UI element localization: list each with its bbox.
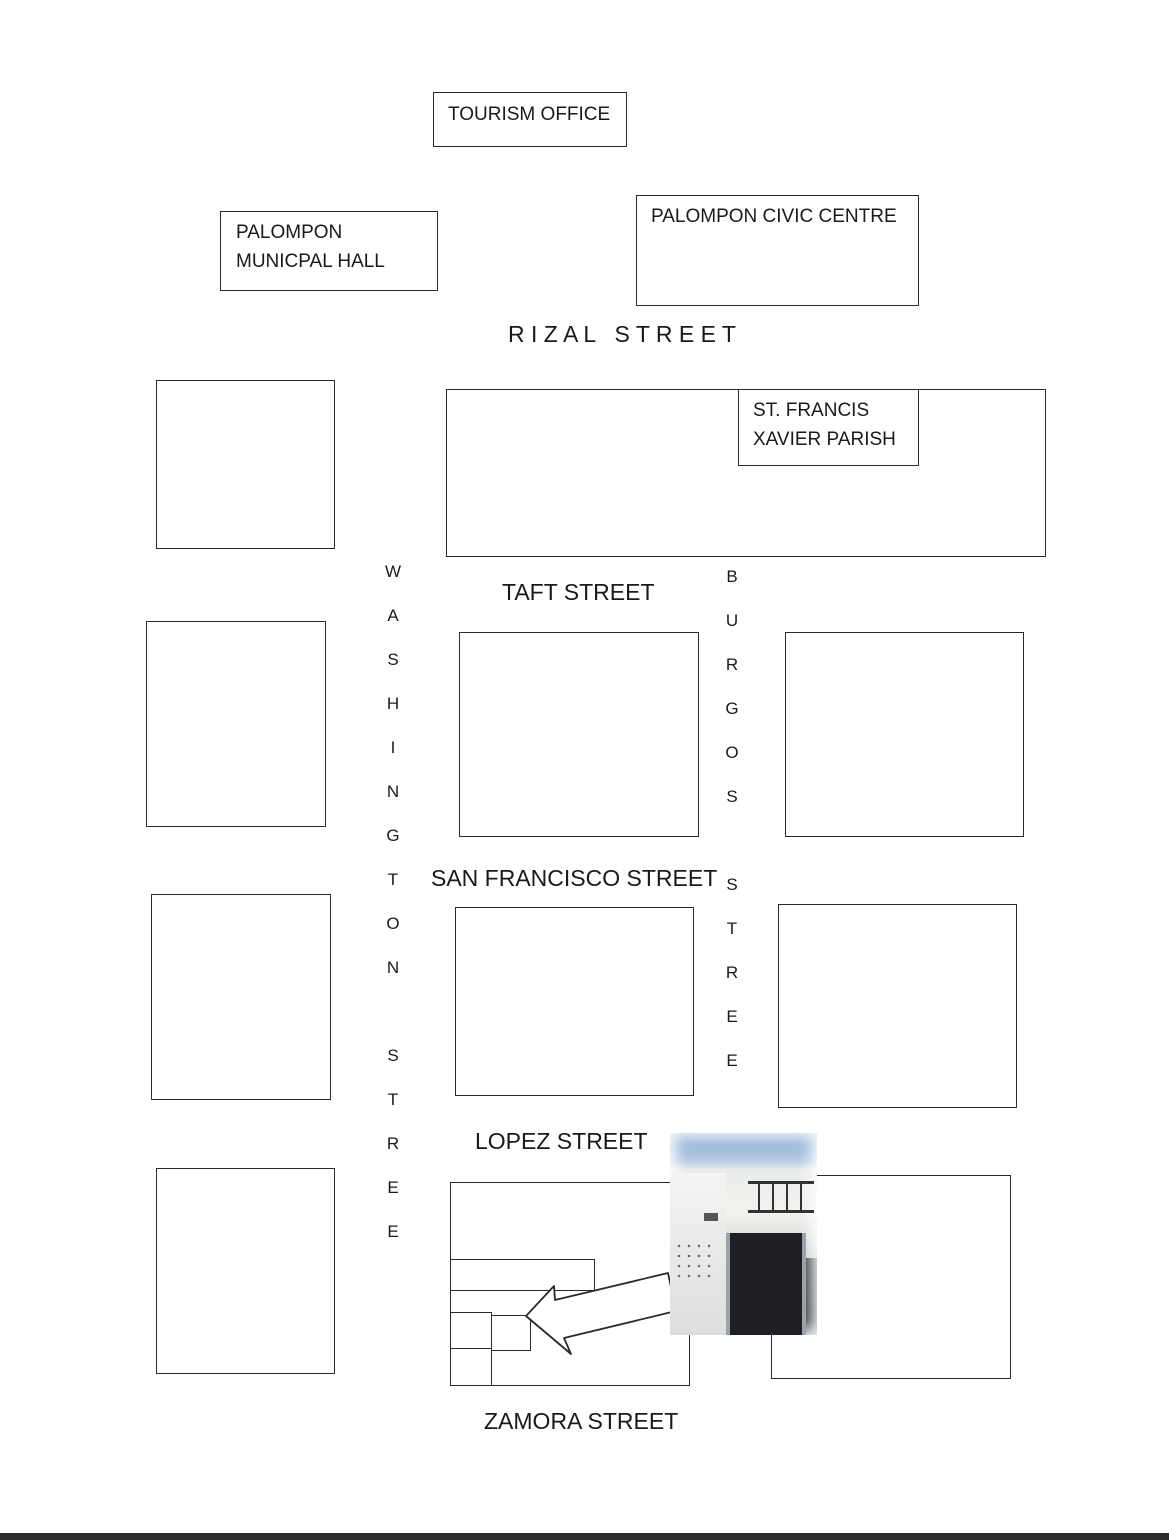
washington-letter: N bbox=[386, 782, 400, 801]
washington-letter: H bbox=[386, 694, 400, 713]
burgos-letter: R bbox=[725, 963, 739, 982]
bottom-edge-bar bbox=[0, 1533, 1169, 1540]
tourism-office-label: TOURISM OFFICE bbox=[448, 104, 611, 125]
civic-centre-label: PALOMPON CIVIC CENTRE bbox=[651, 206, 897, 227]
washington-street-label bbox=[381, 562, 405, 1252]
photo-balcony-rail bbox=[748, 1181, 814, 1213]
burgos-letter: G bbox=[725, 699, 739, 718]
washington-letter: W bbox=[384, 562, 402, 581]
washington-letter: R bbox=[386, 1134, 400, 1153]
block-r1-left bbox=[156, 380, 335, 549]
block-r4-left bbox=[156, 1168, 335, 1374]
photo-lamp bbox=[704, 1213, 718, 1221]
san-francisco-street-label: SAN FRANCISCO STREET bbox=[431, 865, 718, 891]
municipal-hall-label: PALOMPON MUNICPAL HALL bbox=[236, 222, 385, 272]
washington-letter: O bbox=[386, 914, 400, 933]
block-r2-left bbox=[146, 621, 326, 827]
washington-letter: G bbox=[386, 826, 400, 845]
building-room-1 bbox=[450, 1312, 492, 1350]
washington-letter: N bbox=[386, 958, 400, 977]
block-r2-middle bbox=[459, 632, 699, 837]
washington-letter: S bbox=[387, 650, 399, 669]
burgos-letter: B bbox=[726, 567, 738, 586]
block-r3-middle bbox=[455, 907, 694, 1096]
burgos-letter: U bbox=[725, 611, 739, 630]
washington-letter: E bbox=[387, 1178, 399, 1197]
building-room-2 bbox=[450, 1348, 492, 1386]
washington-letter: S bbox=[387, 1046, 399, 1065]
burgos-letter: E bbox=[726, 1051, 738, 1070]
washington-letter: T bbox=[387, 870, 399, 889]
taft-street-label: TAFT STREET bbox=[502, 579, 655, 605]
burgos-letter: E bbox=[726, 1007, 738, 1026]
rizal-street-label: R I Z A L S T R E E T bbox=[508, 321, 736, 347]
parish-label: ST. FRANCIS XAVIER PARISH bbox=[753, 400, 896, 450]
pointer-arrow-icon bbox=[518, 1266, 688, 1362]
building-photo bbox=[670, 1133, 817, 1335]
washington-letter: E bbox=[387, 1222, 399, 1241]
washington-letter: I bbox=[390, 738, 396, 757]
washington-letter: A bbox=[387, 606, 399, 625]
burgos-letter: S bbox=[726, 875, 738, 894]
burgos-letter: T bbox=[726, 919, 738, 938]
zamora-street-label: ZAMORA STREET bbox=[484, 1408, 679, 1434]
burgos-letter: O bbox=[725, 743, 739, 762]
washington-letter: T bbox=[387, 1090, 399, 1109]
photo-doorway bbox=[726, 1233, 806, 1335]
burgos-letter: R bbox=[725, 655, 739, 674]
burgos-street-label bbox=[720, 567, 744, 1127]
block-r3-left bbox=[151, 894, 331, 1100]
burgos-letter: S bbox=[726, 787, 738, 806]
lopez-street-label: LOPEZ STREET bbox=[475, 1128, 648, 1154]
block-r2-right bbox=[785, 632, 1024, 837]
block-r3-right bbox=[778, 904, 1017, 1108]
photo-wall-pattern bbox=[674, 1241, 714, 1281]
